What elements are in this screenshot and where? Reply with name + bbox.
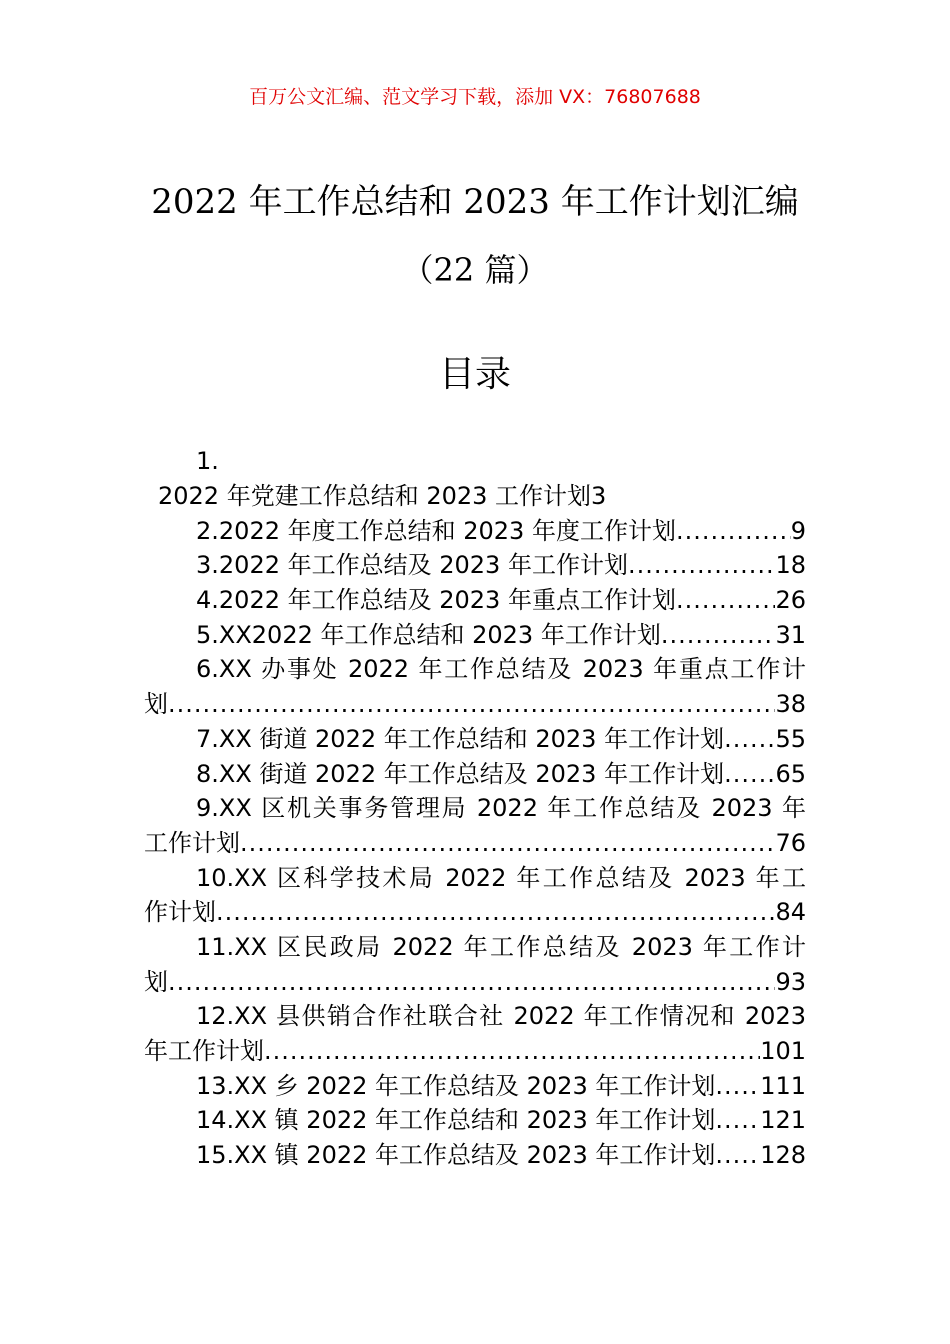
toc-entry-9-line2[interactable]	[144, 826, 806, 860]
toc-leader-dots	[676, 583, 776, 617]
toc-entry-14[interactable]	[196, 1103, 806, 1137]
toc-entry-9-line1[interactable]: 9.XX 区机关事务管理局 2022 年工作总结及 2023 年	[196, 794, 806, 822]
toc-entry-page: 31	[775, 621, 806, 649]
toc-entry-page: 9	[790, 517, 806, 545]
toc-entry-title: 4.2022 年工作总结及 2023 年重点工作计划	[196, 586, 676, 614]
toc-leader-dots	[240, 826, 775, 860]
toc-entry-page: 101	[760, 1037, 806, 1065]
toc-entry-1-title[interactable]: 2022 年党建工作总结和 2023 工作计划3	[158, 482, 607, 510]
toc-entry-title: 13.XX 乡 2022 年工作总结及 2023 年工作计划	[196, 1072, 716, 1100]
toc-leader-dots	[661, 618, 776, 652]
toc-entry-7[interactable]	[196, 722, 806, 756]
toc-entry-6-line1[interactable]: 6.XX 办事处 2022 年工作总结及 2023 年重点工作计	[196, 655, 806, 683]
toc-leader-dots	[676, 514, 791, 548]
toc-entry-title: 划	[144, 968, 168, 996]
toc-entry-page: 121	[760, 1106, 806, 1134]
document-title: 2022 年工作总结和 2023 年工作计划汇编	[151, 182, 799, 222]
toc-entry-6-line2[interactable]	[144, 687, 806, 721]
toc-leader-dots	[628, 548, 776, 582]
toc-leader-dots	[715, 1069, 760, 1103]
toc-entry-page: 26	[775, 586, 806, 614]
toc-entry-4[interactable]	[196, 583, 806, 617]
toc-entry-page: 84	[775, 898, 806, 926]
toc-leader-dots	[168, 965, 775, 999]
toc-entry-1-number[interactable]: 1.	[196, 447, 219, 475]
toc-entry-title: 年工作计划	[144, 1037, 264, 1065]
toc-entry-title: 3.2022 年工作总结及 2023 年工作计划	[196, 551, 628, 579]
toc-entry-page: 76	[775, 829, 806, 857]
toc-entry-10-line2[interactable]	[144, 895, 806, 929]
toc-entry-11-line2[interactable]	[144, 965, 806, 999]
toc-entry-title: 8.XX 街道 2022 年工作总结及 2023 年工作计划	[196, 760, 725, 788]
toc-entry-title: 作计划	[144, 898, 216, 926]
toc-entry-page: 65	[775, 760, 806, 788]
toc-leader-dots	[724, 757, 775, 791]
toc-entry-2[interactable]	[196, 514, 806, 548]
header-watermark-note: 百万公文汇编、范文学习下载，添加 VX：76807688	[249, 86, 701, 108]
toc-leader-dots	[715, 1138, 760, 1172]
toc-entry-title: 7.XX 街道 2022 年工作总结和 2023 年工作计划	[196, 725, 725, 753]
toc-entry-15[interactable]	[196, 1138, 806, 1172]
toc-entry-5[interactable]	[196, 618, 806, 652]
toc-leader-dots	[724, 722, 775, 756]
toc-entry-8[interactable]	[196, 757, 806, 791]
toc-entry-title: 划	[144, 690, 168, 718]
toc-entry-10-line1[interactable]: 10.XX 区科学技术局 2022 年工作总结及 2023 年工	[196, 864, 806, 892]
toc-entry-11-line1[interactable]: 11.XX 区民政局 2022 年工作总结及 2023 年工作计	[196, 933, 806, 961]
toc-entry-page: 111	[760, 1072, 806, 1100]
toc-entry-page: 128	[760, 1141, 806, 1169]
toc-entry-3[interactable]	[196, 548, 806, 582]
toc-leader-dots	[168, 687, 775, 721]
toc-entry-title: 工作计划	[144, 829, 240, 857]
toc-entry-13[interactable]	[196, 1069, 806, 1103]
toc-entry-page: 93	[775, 968, 806, 996]
toc-heading: 目录	[438, 354, 511, 395]
document-subtitle: （22 篇）	[401, 251, 549, 289]
toc-leader-dots	[216, 895, 775, 929]
toc-entry-title: 14.XX 镇 2022 年工作总结和 2023 年工作计划	[196, 1106, 716, 1134]
toc-entry-title: 5.XX2022 年工作总结和 2023 年工作计划	[196, 621, 661, 649]
toc-entry-12-line1[interactable]: 12.XX 县供销合作社联合社 2022 年工作情况和 2023	[196, 1002, 806, 1030]
toc-entry-page: 38	[775, 690, 806, 718]
toc-entry-page: 18	[775, 551, 806, 579]
toc-entry-12-line2[interactable]	[144, 1034, 806, 1068]
toc-entry-title: 15.XX 镇 2022 年工作总结及 2023 年工作计划	[196, 1141, 716, 1169]
toc-entry-page: 55	[775, 725, 806, 753]
toc-leader-dots	[715, 1103, 760, 1137]
toc-entry-title: 2.2022 年度工作总结和 2023 年度工作计划	[196, 517, 676, 545]
toc-leader-dots	[264, 1034, 760, 1068]
